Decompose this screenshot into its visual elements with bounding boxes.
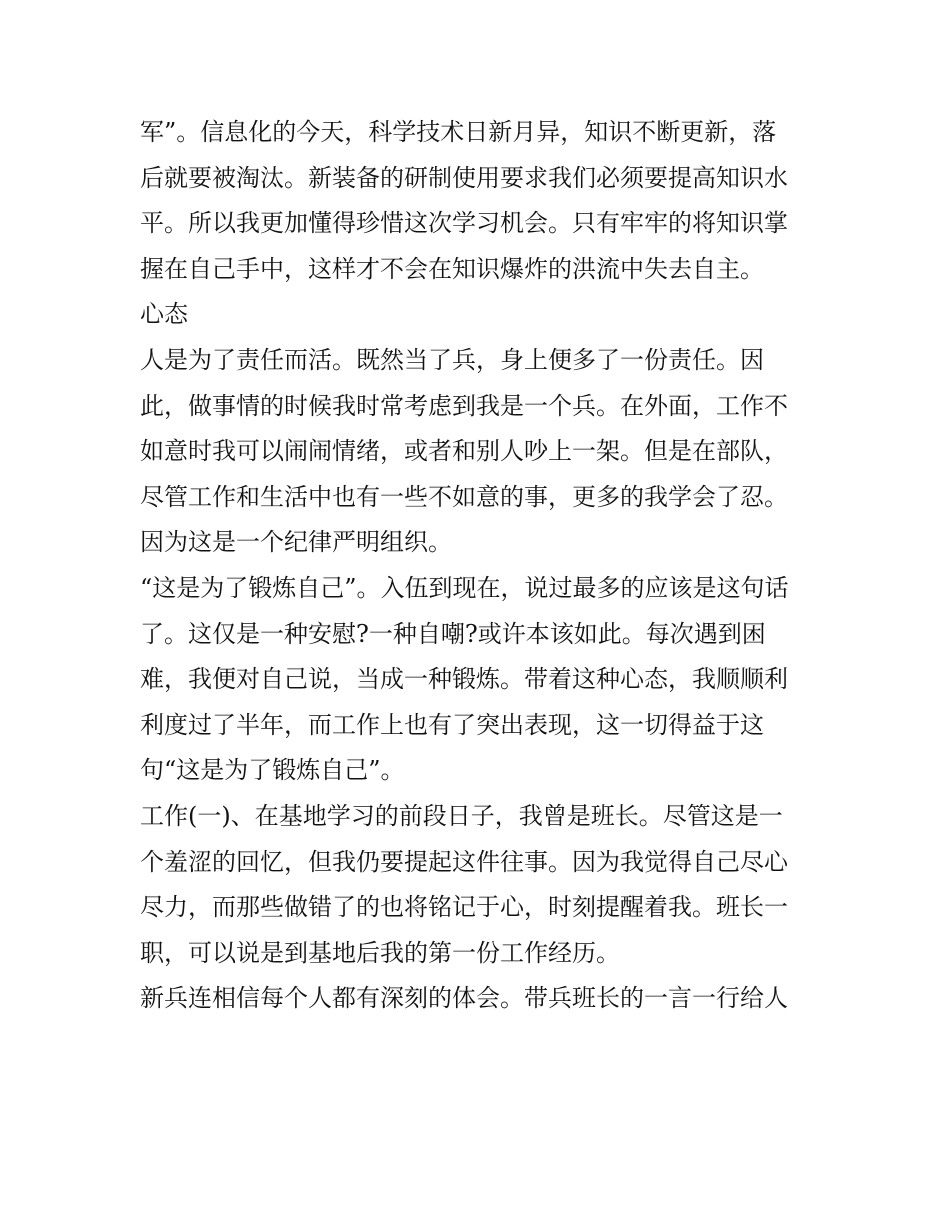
text-line: 人是为了责任而活。既然当了兵，身上便多了一份责任。因 bbox=[140, 345, 764, 374]
text-line: 个羞涩的回忆，但我仍要提起这件往事。因为我觉得自己尽心 bbox=[140, 847, 788, 876]
text-line: 工作(一)、在基地学习的前段日子，我曾是班长。尽管这是一 bbox=[140, 801, 783, 830]
text-line: 因为这是一个纪律严明组织。 bbox=[140, 528, 452, 557]
text-line: 平。所以我更加懂得珍惜这次学习机会。只有牢牢的将知识掌 bbox=[140, 209, 788, 238]
document-body bbox=[140, 110, 820, 1022]
text-line: 此，做事情的时候我时常考虑到我是一个兵。在外面，工作不 bbox=[140, 391, 788, 420]
text-line: 利度过了半年，而工作上也有了突出表现，这一切得益于这 bbox=[140, 710, 764, 739]
text-line: 后就要被淘汰。新装备的研制使用要求我们必须要提高知识水 bbox=[140, 163, 788, 192]
text-line: 如意时我可以闹闹情绪，或者和别人吵上一架。但是在部队， bbox=[140, 437, 788, 466]
text-line: 尽力，而那些做错了的也将铭记于心，时刻提醒着我。班长一 bbox=[140, 893, 788, 922]
text-line: 职，可以说是到基地后我的第一份工作经历。 bbox=[140, 938, 620, 967]
text-line: 新兵连相信每个人都有深刻的体会。带兵班长的一言一行给人 bbox=[140, 984, 788, 1013]
text-line: 尽管工作和生活中也有一些不如意的事，更多的我学会了忍。 bbox=[140, 482, 788, 511]
text-line: 了。这仅是一种安慰?一种自嘲?或许本该如此。每次遇到困 bbox=[140, 619, 766, 648]
text-line: 难，我便对自己说，当成一种锻炼。带着这种心态，我顺顺利 bbox=[140, 665, 788, 694]
text-line: 握在自己手中，这样才不会在知识爆炸的洪流中失去自主。 bbox=[140, 254, 764, 283]
text-line: 军”。信息化的今天，科学技术日新月异，知识不断更新，落 bbox=[140, 118, 777, 146]
section-heading: 心态 bbox=[140, 300, 188, 329]
text-line: 句“这是为了锻炼自己”。 bbox=[140, 756, 405, 785]
text-line: “这是为了锻炼自己”。入伍到现在，说过最多的应该是这句话 bbox=[140, 573, 789, 602]
